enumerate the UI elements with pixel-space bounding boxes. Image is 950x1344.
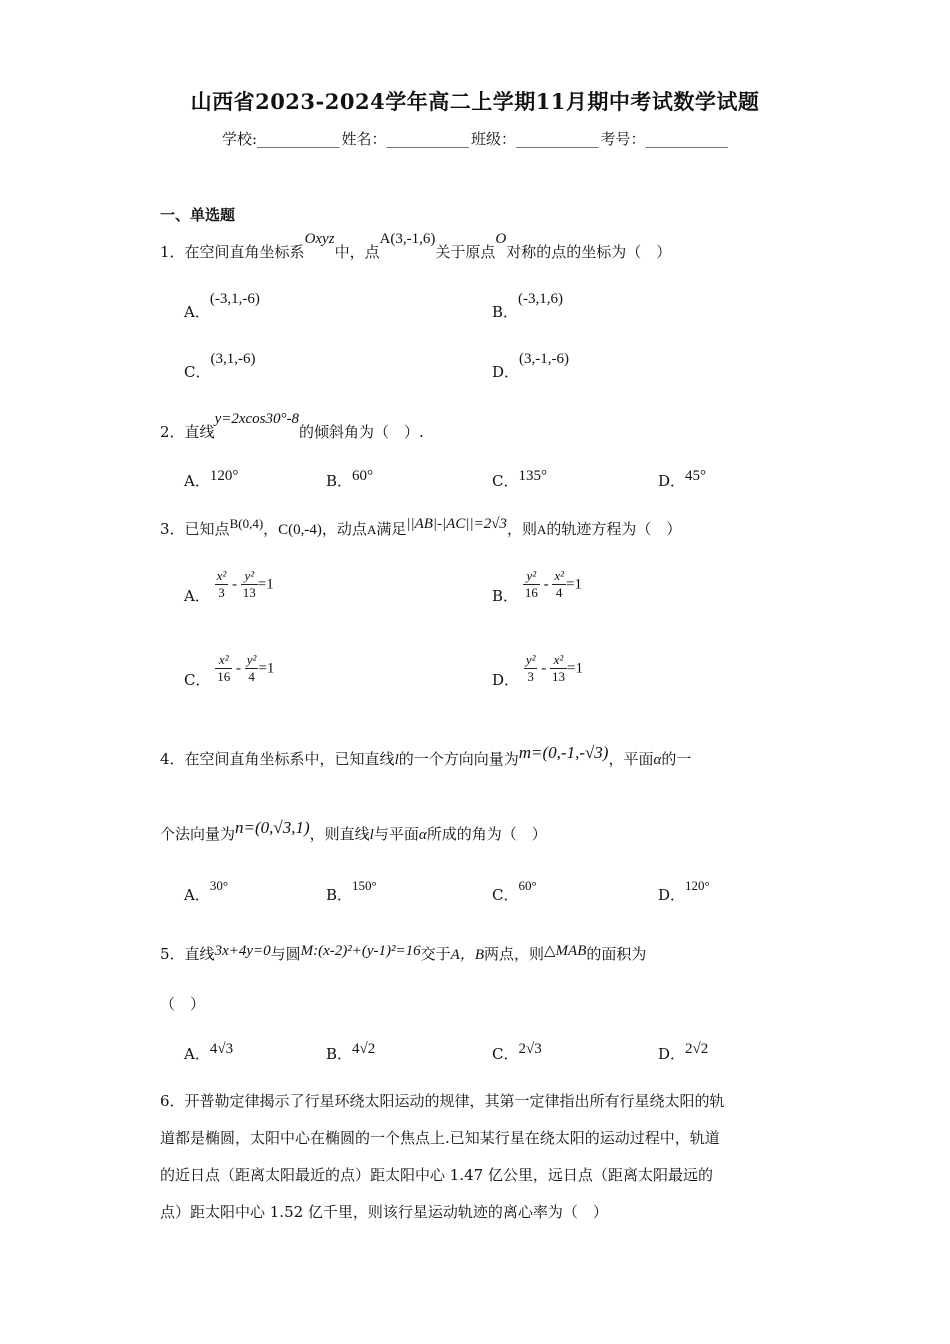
q4-math-a: l — [394, 752, 399, 768]
question-3 — [160, 518, 681, 539]
q3-math-e: A — [536, 522, 547, 537]
q2-option-b-label: B． — [326, 472, 353, 490]
q3-b-den2: 4 — [555, 585, 563, 600]
q4-text-b: 的一个方向向量为 — [398, 750, 519, 768]
q3-math-a: B(0,4) — [229, 516, 264, 531]
q3-a-num1: x² — [216, 568, 227, 583]
q4-math-g: α — [418, 827, 427, 843]
q5-math-b: M:(x-2)²+(y-1)²=16 — [300, 943, 421, 959]
question-6-line1 — [160, 1090, 725, 1111]
q3-c-num1: x² — [215, 652, 232, 669]
q2-option-d-value: 45° — [685, 468, 707, 484]
q3-a-rest: =1 — [257, 576, 274, 593]
q2-option-d-label: D． — [658, 472, 686, 490]
q3-b-rest: =1 — [565, 576, 582, 593]
q5-option-b[interactable] — [326, 1043, 375, 1064]
question-5 — [160, 943, 646, 964]
q2-text-b: 的倾斜角为（ ）. — [299, 423, 424, 441]
q5-text-c: 交于 — [420, 945, 451, 963]
q1-number: 1． — [160, 243, 185, 261]
q1-math-c: O — [495, 231, 507, 247]
q1-option-a-value: (-3,1,-6) — [209, 291, 260, 307]
q1-option-c-label: C． — [184, 363, 211, 381]
q1-option-d-label: D． — [492, 363, 520, 381]
q1-option-b-label: B． — [492, 303, 519, 321]
q4-option-b[interactable] — [326, 878, 377, 905]
q1-math-a: Oxyz — [304, 231, 335, 247]
q3-a-den2: 13 — [242, 585, 256, 600]
q3-d-den2: 13 — [551, 669, 565, 684]
q2-option-b-value: 60° — [352, 468, 374, 484]
q4-text-g: 与平面 — [373, 825, 419, 843]
q4-text-e: 个法向量为 — [160, 825, 236, 843]
q4-option-b-value: 150° — [352, 878, 377, 893]
q1-option-a-label: A． — [184, 303, 210, 321]
q5-paren: （ ） — [160, 995, 206, 1013]
q2-math-a: y=2xcos30°-8 — [214, 411, 299, 427]
q5-option-c[interactable] — [492, 1043, 542, 1064]
q3-option-a-frac2 — [241, 568, 258, 601]
q3-text-e: ，则 — [506, 520, 537, 538]
q1-text-a: 在空间直角坐标系 — [184, 243, 305, 261]
q4-text-f: ，则直线 — [309, 825, 370, 843]
q5-text-e: 的面积为 — [586, 945, 647, 963]
q4-option-d-label: D． — [658, 886, 686, 904]
q3-c-den1: 16 — [217, 669, 231, 684]
q3-option-c-label: C． — [184, 670, 211, 689]
q3-option-c-frac2 — [245, 652, 259, 685]
q5-option-a-label: A． — [184, 1045, 210, 1063]
question-6-line3: 的近日点（距离太阳最近的点）距太阳中心 1.47 亿公里，远日点（距离太阳最远的 — [160, 1166, 713, 1184]
q4-option-a-value: 30° — [209, 878, 229, 893]
question-6-line2: 道都是椭圆，太阳中心在椭圆的一个焦点上.已知某行星在绕太阳的运动过程中，轨道 — [160, 1129, 720, 1147]
q3-a-num2: y² — [241, 568, 258, 585]
q4-math-b: m=(0,-1,-√3) — [518, 743, 609, 762]
q2-option-c[interactable] — [492, 470, 547, 491]
q1-option-b[interactable] — [492, 291, 564, 322]
q6-line1-text: 开普勒定律揭示了行星环绕太阳运动的规律，其第一定律指出所有行星绕太阳的轨 — [184, 1092, 725, 1110]
q3-c-rest: =1 — [258, 660, 275, 677]
q5-option-a-value: 4√3 — [209, 1041, 234, 1057]
q2-option-a-label: A． — [184, 472, 210, 490]
q4-text-c: ，平面 — [608, 750, 654, 768]
q3-b-den1: 16 — [524, 585, 538, 600]
q4-option-c[interactable] — [492, 878, 537, 905]
q3-option-d[interactable]: D． $\frac{\text{y²}}{3}$ - $\frac{\text{x²}}{13}$ =1 — [492, 652, 583, 689]
q5-text-a: 直线 — [184, 945, 215, 963]
q1-option-c[interactable] — [184, 351, 256, 382]
q3-d-num2: x² — [550, 652, 567, 669]
q5-math-c: A，B — [450, 947, 484, 963]
number-field: 考号：___________ — [600, 130, 729, 148]
q5-option-a[interactable] — [184, 1043, 233, 1064]
q2-option-d[interactable] — [658, 470, 706, 491]
q5-text-d: 两点，则 — [484, 945, 545, 963]
q5-math-d: △MAB — [544, 943, 587, 959]
q2-option-c-label: C． — [492, 472, 519, 490]
q3-b-num2: x² — [554, 568, 564, 583]
q4-text-h: 所成的角为（ ） — [426, 825, 547, 843]
q3-text-c: ，动点 — [321, 520, 367, 538]
q5-math-a: 3x+4y=0 — [214, 943, 271, 959]
student-info-line — [0, 128, 950, 149]
q1-option-b-value: (-3,1,6) — [518, 291, 564, 307]
q4-math-e: n=(0,√3,1) — [235, 818, 310, 837]
q4-option-d[interactable] — [658, 878, 710, 905]
q5-option-b-value: 4√2 — [352, 1041, 376, 1057]
q3-option-a-frac1 — [215, 568, 229, 601]
question-4-line1 — [160, 743, 692, 769]
q1-option-d[interactable] — [492, 351, 570, 382]
q1-math-b: A(3,-1,6) — [379, 231, 436, 247]
q3-option-d-frac2 — [550, 652, 567, 685]
q4-option-b-label: B． — [326, 886, 353, 904]
q3-option-a[interactable]: A． $\frac{\text{x²}}{3}$ - $\frac{\text{y²}}{13}$ =1 — [184, 568, 274, 605]
q4-option-a-label: A． — [184, 886, 210, 904]
q1-text-c: 关于原点 — [435, 243, 496, 261]
q4-option-c-value: 60° — [518, 878, 537, 893]
q5-option-c-label: C． — [492, 1045, 519, 1063]
q3-b-num1: y² — [523, 568, 540, 585]
q3-option-d-label: D． — [492, 670, 520, 689]
q3-option-b-frac2 — [552, 568, 566, 601]
q5-option-d-value: 2√2 — [685, 1041, 709, 1057]
q3-option-a-label: A． — [184, 586, 210, 605]
name-field: 姓名：___________ — [341, 130, 470, 148]
q4-number: 4． — [160, 750, 185, 768]
q5-option-d[interactable] — [658, 1043, 708, 1064]
q3-math-c: A — [366, 522, 377, 537]
class-field: 班级：___________ — [471, 130, 599, 148]
q3-text-a: 已知点 — [184, 520, 230, 538]
q3-text-f: 的轨迹方程为（ ） — [546, 520, 682, 538]
q4-option-d-value: 120° — [685, 878, 710, 893]
q5-option-b-label: B． — [326, 1045, 353, 1063]
section-title: 一、单选题 — [160, 206, 236, 224]
q5-option-c-value: 2√3 — [518, 1041, 542, 1057]
q3-d-den1: 3 — [527, 669, 534, 684]
q2-option-c-value: 135° — [518, 468, 547, 484]
q4-text-d: 的一 — [661, 750, 692, 768]
q3-text-d: 满足 — [376, 520, 407, 538]
q3-option-b-frac1 — [523, 568, 540, 601]
q3-option-b[interactable]: B． $\frac{\text{y²}}{16}$ - $\frac{\text{x²}}{4}$ =1 — [492, 568, 582, 605]
school-field: 学校:___________ — [221, 130, 340, 148]
q3-c-den2: 4 — [248, 669, 255, 684]
q3-d-num1: y² — [525, 652, 536, 667]
q4-text-a: 在空间直角坐标系中，已知直线 — [184, 750, 395, 768]
q3-c-num2: y² — [246, 652, 257, 667]
q2-option-a-value: 120° — [209, 468, 239, 484]
q3-text-b: ， — [263, 520, 279, 538]
q1-text-b: 中，点 — [334, 243, 380, 261]
q2-text-a: 直线 — [184, 423, 215, 441]
q3-math-d: ||AB|-|AC||=2√3 — [406, 516, 507, 532]
q5-number: 5． — [160, 945, 185, 963]
exam-title: 山西省2023-2024学年高二上学期11月期中考试数学试题 — [190, 89, 760, 114]
q1-option-a[interactable] — [184, 291, 260, 322]
q3-option-c-frac1 — [215, 652, 232, 685]
q5-option-d-label: D． — [658, 1045, 686, 1063]
q6-number: 6． — [160, 1092, 185, 1110]
q3-number: 3． — [160, 520, 185, 538]
q3-option-d-frac1 — [524, 652, 538, 685]
q2-number: 2． — [160, 423, 185, 441]
question-4-line2 — [160, 818, 547, 844]
q4-option-c-label: C． — [492, 886, 519, 904]
q1-option-d-value: (3,-1,-6) — [519, 351, 570, 367]
q3-option-b-label: B． — [492, 586, 519, 605]
q3-math-b: C(0,-4) — [278, 522, 322, 538]
q3-option-c[interactable]: C． $\frac{\text{x²}}{16}$ - $\frac{\text{y²}}{4}$ =1 — [184, 652, 275, 689]
q3-a-den1: 3 — [218, 585, 225, 600]
q2-option-b[interactable] — [326, 470, 373, 491]
question-2 — [160, 411, 424, 442]
q1-text-d: 对称的点的坐标为（ ） — [506, 243, 672, 261]
q1-option-c-value: (3,1,-6) — [210, 351, 256, 367]
question-1 — [160, 231, 672, 262]
q5-text-b: 与圆 — [270, 945, 301, 963]
q4-math-c: α — [653, 752, 662, 768]
q3-d-rest: =1 — [566, 660, 583, 677]
q4-option-a[interactable] — [184, 878, 229, 905]
question-6-line4: 点）距太阳中心 1.52 亿千里，则该行星运动轨迹的离心率为（ ） — [160, 1203, 608, 1221]
q4-math-f: l — [369, 827, 374, 843]
q2-option-a[interactable] — [184, 470, 238, 491]
